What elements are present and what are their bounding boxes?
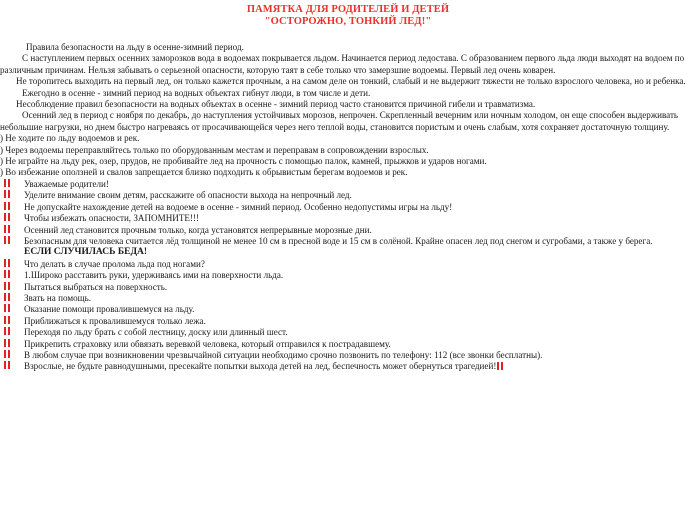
- double-exclamation-icon: [0, 304, 14, 315]
- list-item: [0, 236, 696, 247]
- double-exclamation-icon: [0, 179, 14, 190]
- list-item: [0, 327, 696, 338]
- list-item: [0, 361, 696, 372]
- double-exclamation-icon: [496, 361, 504, 371]
- rule-item: ) Не играйте на льду рек, озер, прудов, не пробивайте лед на прочность с помощью палок, камней, прыжков и ударов ногами.: [0, 156, 487, 167]
- list-item: [0, 190, 696, 201]
- intro-paragraph-4: Несоблюдение правил безопасности на водных объектах в осенне - зимний период часто становится причиной гибели и травматизма.: [16, 99, 536, 110]
- double-exclamation-icon: [0, 270, 14, 281]
- double-exclamation-icon: [0, 293, 14, 304]
- list-item: [0, 282, 696, 293]
- double-exclamation-icon: [0, 259, 14, 270]
- double-exclamation-icon: [0, 236, 14, 247]
- list-item-text: Пытаться выбраться на поверхность.: [24, 281, 168, 292]
- rule-item: ) Не ходите по льду водоемов и рек.: [0, 133, 140, 144]
- document-body: [0, 42, 696, 373]
- list-item-text: Переходя по льду брать с собой лестницу, доску или длинный шест.: [24, 327, 288, 338]
- double-exclamation-icon: [0, 225, 14, 236]
- list-item-text: 1.Широко расставить руки, удерживаясь ими на поверхности льда.: [24, 270, 284, 281]
- double-exclamation-icon: [0, 190, 14, 201]
- page-title-line-2: "ОСТОРОЖНО, ТОНКИЙ ЛЕД!": [264, 16, 432, 27]
- list-item: [0, 259, 696, 270]
- list-item-text: Уважаемые родители!: [24, 178, 109, 189]
- list-item: [0, 225, 696, 236]
- double-exclamation-icon: [0, 316, 14, 327]
- double-exclamation-icon: [0, 339, 14, 350]
- double-exclamation-icon: [0, 282, 14, 293]
- list-item: [0, 293, 696, 304]
- list-item-text: Звать на помощь.: [24, 292, 92, 303]
- list-item: [0, 350, 696, 361]
- list-item-text: Не допускайте нахождение детей на водоеме в осенне - зимний период. Особенно недопустимы игры на льду!: [24, 201, 453, 212]
- double-exclamation-icon: [0, 202, 14, 213]
- intro-paragraph-2: Не торопитесь выходить на первый лед, он только кажется прочным, а на самом деле он тонкий, слабый и не выдержит тяжести не только взрослого человека, но и ребенка.: [16, 76, 686, 87]
- list-item-text: Безопасным для человека считается лёд толщиной не менее 10 см в пресной воде и 15 см в солёной. Крайне опасен лед под снегом и сугробами, а также у берега.: [24, 235, 653, 246]
- list-item-text: Что делать в случае пролома льда под ногами?: [24, 258, 205, 269]
- list-item-text: В любом случае при возникновении чрезвычайной ситуации необходимо срочно позвонить по телефону: 112 (все звонки бесплатны).: [24, 349, 543, 360]
- double-exclamation-icon: [0, 361, 14, 372]
- list-item: [0, 179, 696, 190]
- list-item: [0, 316, 696, 327]
- list-item-text: Уделите внимание своим детям, расскажите об опасности выхода на непрочный лед.: [24, 190, 352, 201]
- intro-heading: Правила безопасности на льду в осенне-зимний период.: [26, 42, 244, 52]
- list-item: [0, 339, 696, 350]
- page-title-line-1: ПАМЯТКА ДЛЯ РОДИТЕЛЕЙ И ДЕТЕЙ: [246, 4, 450, 15]
- double-exclamation-icon: [0, 350, 14, 361]
- emergency-heading-row: [0, 247, 696, 258]
- double-exclamation-icon: [0, 213, 14, 224]
- intro-paragraph-3: Ежегодно в осенне - зимний период на водных объектах гибнут люди, в том числе и дети.: [22, 87, 371, 98]
- list-item-text: Прикрепить страховку или обвязать веревкой человека, который отправился к пострадавшему.: [24, 338, 391, 349]
- list-item: [0, 270, 696, 281]
- list-item-text: Взрослые, не будьте равнодушными, пресекайте попытки выхода детей на лед, беспечность может обернуться трагедией!: [24, 361, 497, 372]
- list-item-text: Оказание помощи провалившемуся на льду.: [24, 304, 195, 315]
- double-exclamation-icon: [0, 327, 14, 338]
- list-item-text: Чтобы избежать опасности, ЗАПОМНИТЕ!!!: [24, 213, 200, 224]
- rule-item: ) Во избежание оползней и свалов запрещается близко подходить к обрывистым берегам водоемов и рек.: [0, 167, 408, 178]
- emergency-heading: ЕСЛИ СЛУЧИЛАСЬ БЕДА!: [24, 247, 147, 258]
- list-item: [0, 202, 696, 213]
- intro-paragraph-1: С наступлением первых осенних заморозков вода в водоемах покрывается льдом. Начинается период ледостава. С образованием первого льда люди выходят на водоем по различным причинам. Нельзя забывать о серьезной опасности, которую таят в себе только что замерзшие водоемы. Первый лед очень коварен.: [0, 53, 685, 75]
- list-item-text: Осенний лед становится прочным только, когда установятся непрерывные морозные дни.: [24, 224, 372, 235]
- list-item-text: Приближаться к провалившемуся только лежа.: [24, 315, 206, 326]
- rule-item: ) Через водоемы переправляйтесь только по оборудованным местам и переправам в сопровождении взрослых.: [0, 144, 429, 155]
- list-item: [0, 213, 696, 224]
- intro-paragraph-5: Осенний лед в период с ноября по декабрь, до наступления устойчивых морозов, непрочен. Скрепленный вечерним или ночным холодом, он еще способен выдерживать небольшие нагрузки, но днем быстро нагреваясь от просачивающейся через него теплой воды, становится пористым и очень слабым, хотя сохраняет достаточную толщину.: [0, 110, 679, 132]
- list-item: [0, 304, 696, 315]
